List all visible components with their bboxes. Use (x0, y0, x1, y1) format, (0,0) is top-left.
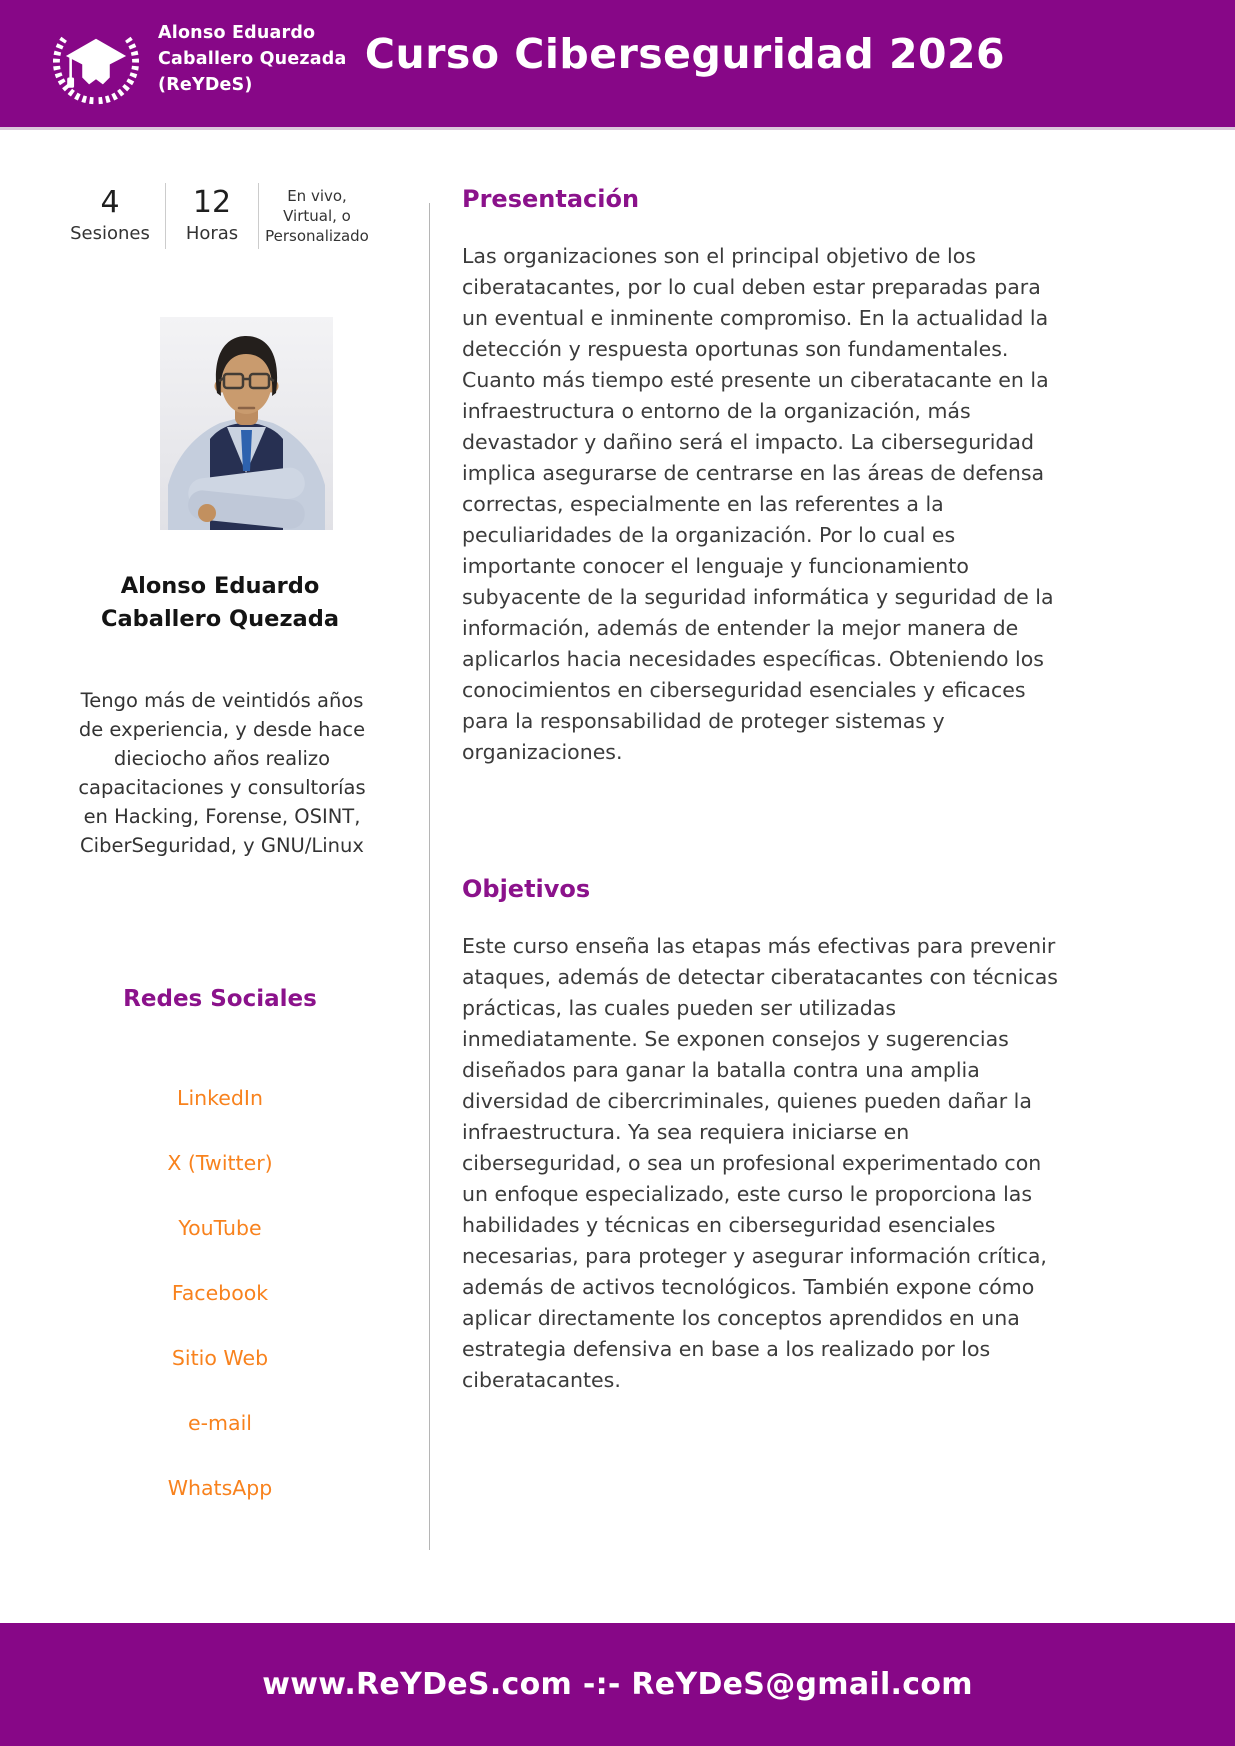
social-link-youtube[interactable]: YouTube (178, 1216, 262, 1240)
footer-banner (0, 1623, 1235, 1746)
stat-hours-label: Horas (185, 223, 239, 244)
instructor-name-line: Alonso Eduardo (120, 573, 320, 599)
stat-sessions-label: Sesiones (70, 223, 150, 244)
stat-mode (258, 183, 375, 249)
instructor-name-line: Caballero Quezada (100, 606, 340, 632)
stat-mode-line: Virtual, o (283, 207, 351, 225)
section-body-objetivos: Este curso enseña las etapas más efectivas para prevenir ataques, además de detectar ciberatacantes con técnicas prácticas, las cuales pueden ser utilizadas inmediatamente. Se exponen consejos y sugerencias diseñados para ganar la batalla contra una amplia diversidad de cibercriminales, quienes pueden dañar la infraestructura. Ya sea requiera iniciarse en ciberseguridad, o sea un profesional experimentado con un enfoque especializado, este curso le proporciona las habilidades y técnicas en ciberseguridad esenciales necesarias, para proteger y asegurar información crítica, además de activos tecnológicos. También expone cómo aplicar directamente los conceptos aprendidos en una estrategia defensiva en base a los realizado por los ciberatacantes. (462, 934, 1058, 1392)
section-heading-presentacion: Presentación (462, 185, 640, 213)
brand-line: (ReYDeS) (158, 75, 253, 95)
stat-mode-line: En vivo, (287, 187, 347, 205)
stat-sessions (55, 183, 165, 249)
course-stats (55, 183, 375, 249)
instructor-bio: Tengo más de veintidós años de experiencia, y desde hace dieciocho años realizo capacitaciones y consultorías en Hacking, Forense, OSINT, CiberSeguridad, y GNU/Linux (78, 689, 366, 857)
social-link-x-twitter[interactable]: X (Twitter) (167, 1151, 273, 1175)
section-objetivos (462, 874, 1062, 1396)
social-link-sitio-web[interactable]: Sitio Web (171, 1346, 269, 1370)
header-banner (0, 0, 1235, 127)
instructor-photo (160, 317, 333, 530)
section-body-presentacion: Las organizaciones son el principal objetivo de los ciberatacantes, por lo cual deben estar preparadas para un eventual e inminente compromiso. En la actualidad la detección y respuesta oportunas son fundamentales. Cuanto más tiempo esté presente un ciberatacante en la infraestructura o entorno de la organización, más devastador y dañino será el impacto. La ciberseguridad implica asegurarse de centrarse en las áreas de defensa correctas, especialmente en las referentes a la peculiaridades de la organización. Por lo cual es importante conocer el lenguaje y funcionamiento subyacente de la seguridad informática y seguridad de la información, además de entender la mejor manera de aplicarlos hacia necesidades específicas. Obteniendo los conocimientos en ciberseguridad esenciales y eficaces para la responsabilidad de proteger sistemas y organizaciones. (462, 244, 1054, 764)
header-underline (0, 127, 1235, 130)
stat-sessions-value: 4 (100, 185, 120, 220)
social-heading: Redes Sociales (123, 986, 317, 1012)
stat-hours (165, 183, 258, 249)
social-link-facebook[interactable]: Facebook (171, 1281, 269, 1305)
social-links (55, 1086, 385, 1501)
social-link-whatsapp[interactable]: WhatsApp (167, 1476, 273, 1500)
stat-mode-line: Personalizado (265, 227, 369, 245)
brand-line: Alonso Eduardo (158, 23, 316, 43)
footer-contact: www.ReYDeS.com -:- ReYDeS@gmail.com (262, 1667, 973, 1702)
social-link-linkedin[interactable]: LinkedIn (177, 1086, 263, 1110)
section-presentacion (462, 184, 1062, 768)
stat-hours-value: 12 (192, 185, 232, 220)
instructor-name (55, 570, 385, 636)
column-divider (429, 203, 430, 1550)
page-title: Curso Ciberseguridad 2026 (364, 30, 1006, 78)
section-heading-objetivos: Objetivos (462, 875, 591, 903)
social-link-email[interactable]: e-mail (188, 1411, 252, 1435)
brand-line: Caballero Quezada (158, 49, 347, 69)
